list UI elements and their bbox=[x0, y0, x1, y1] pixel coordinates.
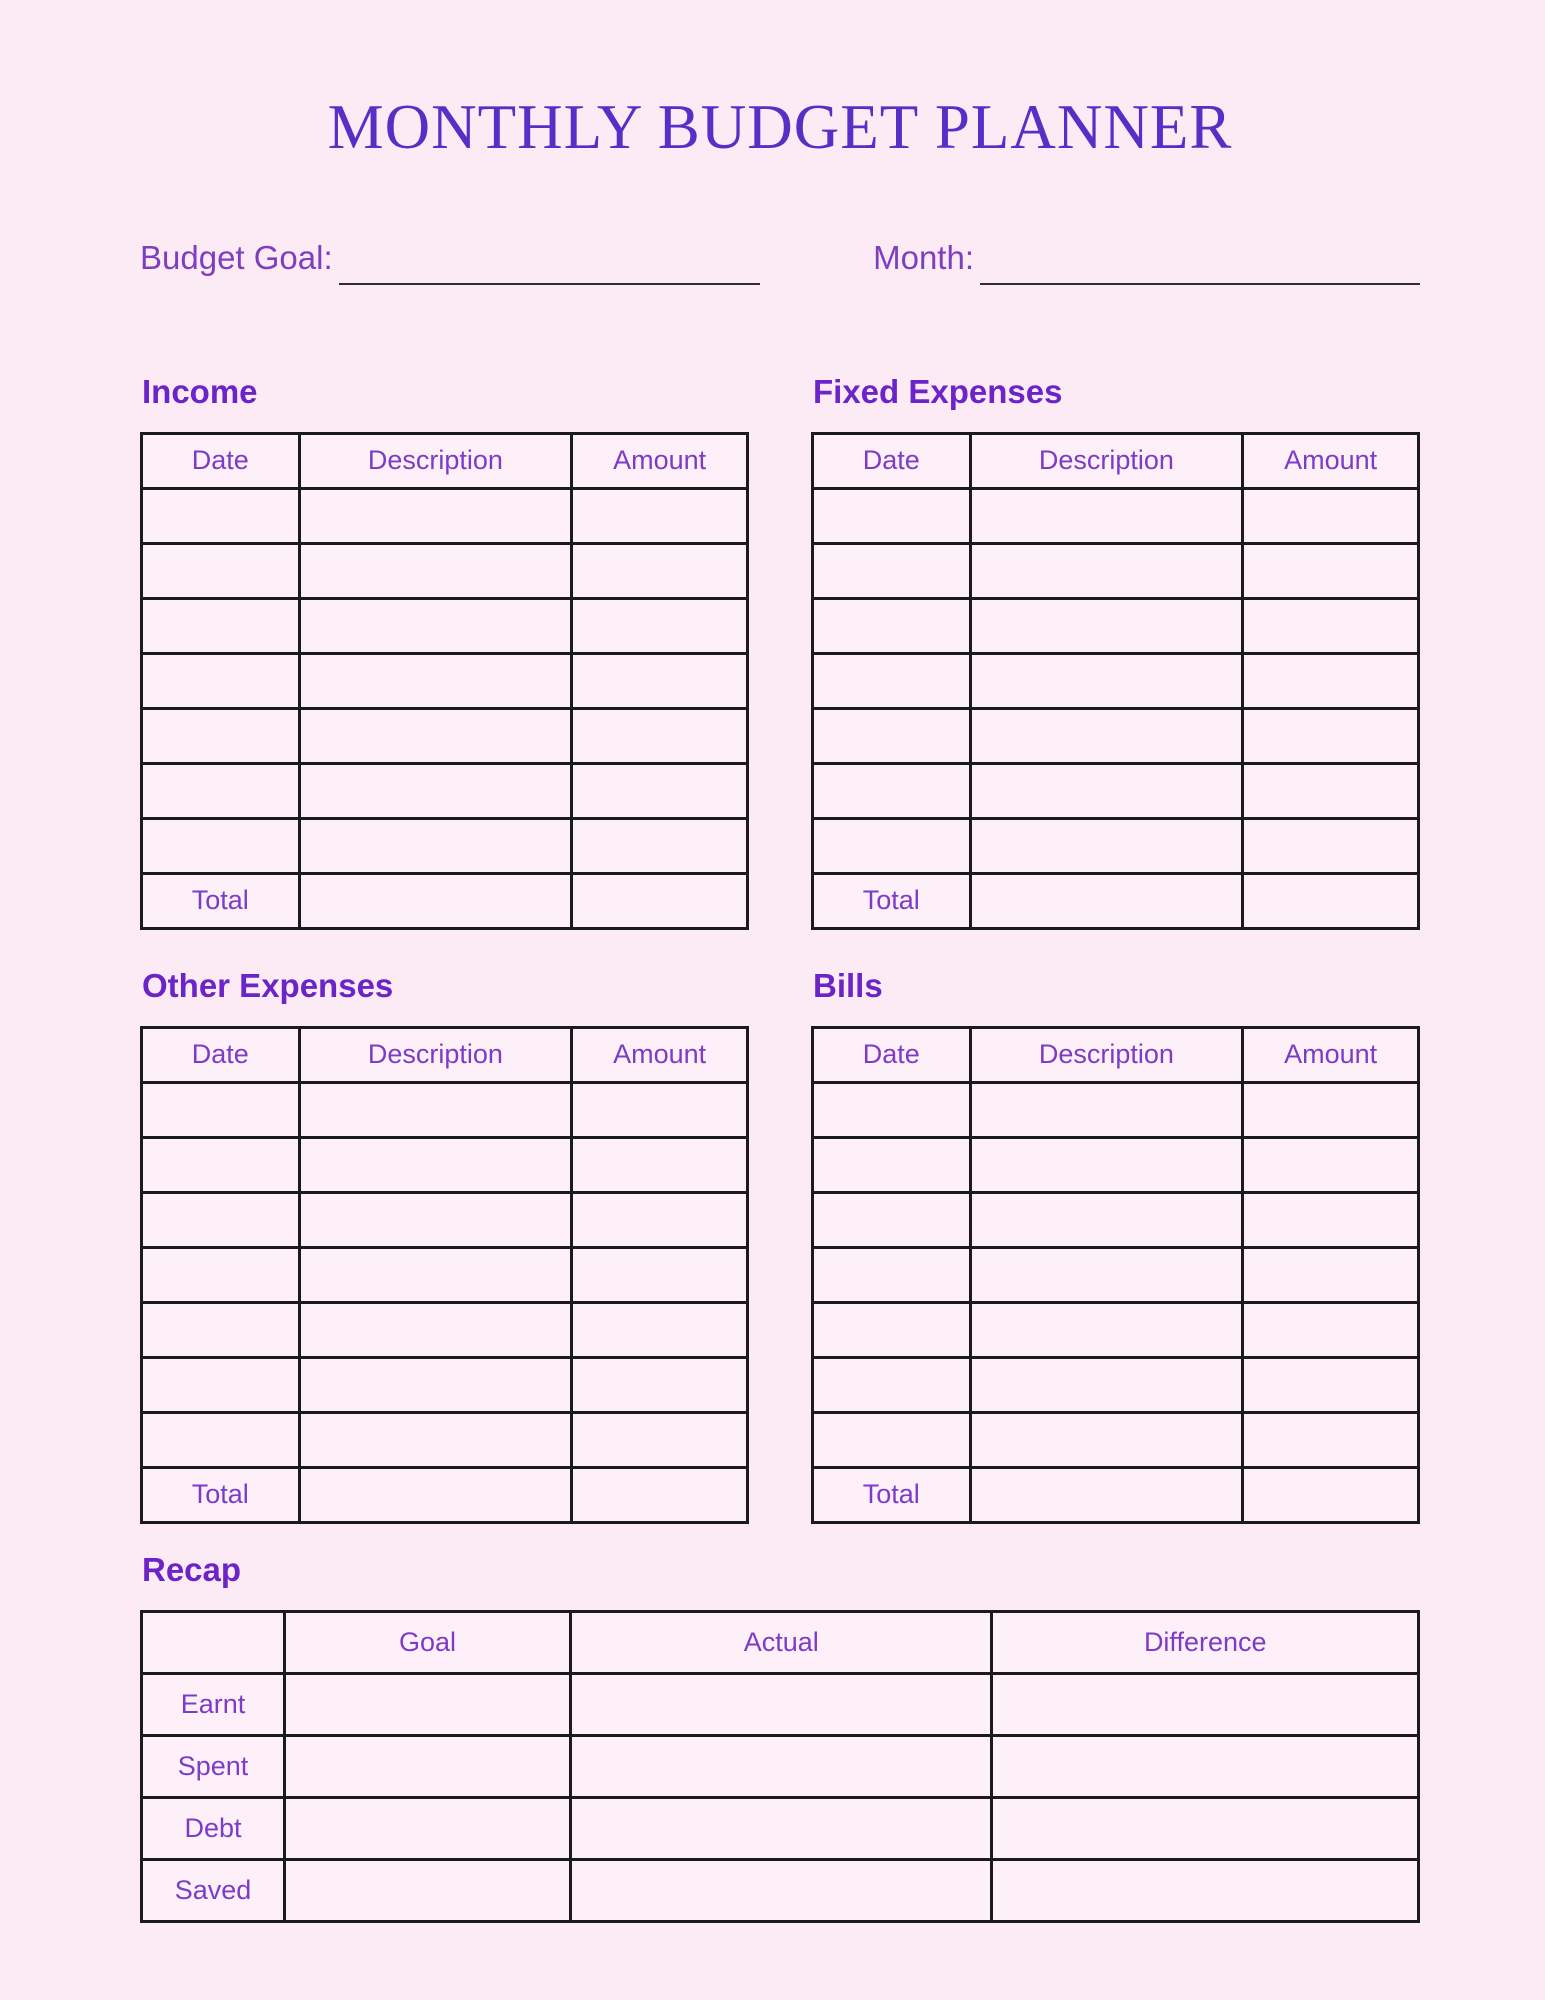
income-empty-cell[interactable] bbox=[572, 653, 748, 708]
income-empty-cell[interactable] bbox=[299, 543, 572, 598]
bills-empty-cell[interactable] bbox=[970, 1082, 1243, 1137]
budget-sections-grid bbox=[140, 372, 1420, 1524]
month-underline[interactable] bbox=[980, 273, 1420, 285]
recap-row-earnt bbox=[142, 1673, 1419, 1735]
bills-row bbox=[813, 1247, 1419, 1302]
other-expenses-empty-cell[interactable] bbox=[142, 1247, 300, 1302]
bills-empty-cell[interactable] bbox=[970, 1137, 1243, 1192]
bills-empty-cell[interactable] bbox=[813, 1412, 971, 1467]
recap-column-header-difference: Difference bbox=[992, 1611, 1419, 1673]
other-expenses-empty-cell[interactable] bbox=[142, 1137, 300, 1192]
other-expenses-empty-cell[interactable] bbox=[572, 1412, 748, 1467]
other-expenses-row bbox=[142, 1302, 748, 1357]
recap-row-label-debt: Debt bbox=[142, 1797, 285, 1859]
bills-column-header-amount: Amount bbox=[1243, 1027, 1419, 1082]
income-row bbox=[142, 598, 748, 653]
fixed-expenses-header-row bbox=[813, 433, 1419, 488]
other-expenses-total-label: Total bbox=[142, 1467, 300, 1522]
bills-empty-cell[interactable] bbox=[970, 1247, 1243, 1302]
fixed-expenses-total-label: Total bbox=[813, 873, 971, 928]
income-column-header-date: Date bbox=[142, 433, 300, 488]
fixed-expenses-empty-cell[interactable] bbox=[970, 488, 1243, 543]
income-column-header-description: Description bbox=[299, 433, 572, 488]
other-expenses-empty-cell[interactable] bbox=[572, 1082, 748, 1137]
other-expenses-column-header-date: Date bbox=[142, 1027, 300, 1082]
other-expenses-empty-cell[interactable] bbox=[572, 1357, 748, 1412]
income-row bbox=[142, 488, 748, 543]
recap-cell-earnt-actual[interactable] bbox=[571, 1673, 992, 1735]
budget-goal-underline[interactable] bbox=[339, 273, 760, 285]
income-empty-cell[interactable] bbox=[142, 598, 300, 653]
recap-cell-spent-difference[interactable] bbox=[992, 1735, 1419, 1797]
recap-table bbox=[140, 1610, 1420, 1923]
fixed-expenses-empty-cell[interactable] bbox=[1243, 598, 1419, 653]
fixed-expenses-empty-cell[interactable] bbox=[813, 543, 971, 598]
income-empty-cell[interactable] bbox=[299, 488, 572, 543]
other-expenses-empty-cell[interactable] bbox=[299, 1192, 572, 1247]
other-expenses-empty-cell[interactable] bbox=[299, 1247, 572, 1302]
recap-cell-earnt-goal[interactable] bbox=[285, 1673, 571, 1735]
fixed-expenses-table bbox=[811, 432, 1420, 930]
other-expenses-empty-cell[interactable] bbox=[142, 1192, 300, 1247]
fixed-expenses-row bbox=[813, 598, 1419, 653]
other-expenses-column-header-description: Description bbox=[299, 1027, 572, 1082]
bills-column-header-date: Date bbox=[813, 1027, 971, 1082]
other-expenses-row bbox=[142, 1192, 748, 1247]
fixed-expenses-total-description-cell[interactable] bbox=[970, 873, 1243, 928]
bills-empty-cell[interactable] bbox=[1243, 1357, 1419, 1412]
income-empty-cell[interactable] bbox=[142, 488, 300, 543]
income-total-description-cell[interactable] bbox=[299, 873, 572, 928]
income-header-row bbox=[142, 433, 748, 488]
fixed-expenses-empty-cell[interactable] bbox=[970, 818, 1243, 873]
other-expenses-table bbox=[140, 1026, 749, 1524]
header-fields-row bbox=[140, 239, 1420, 277]
month-label: Month: bbox=[873, 239, 974, 276]
bills-total-amount-cell[interactable] bbox=[1243, 1467, 1419, 1522]
budget-goal-label: Budget Goal: bbox=[140, 239, 333, 276]
other-expenses-empty-cell[interactable] bbox=[142, 1357, 300, 1412]
fixed-expenses-empty-cell[interactable] bbox=[813, 488, 971, 543]
other-expenses-row bbox=[142, 1082, 748, 1137]
bills-empty-cell[interactable] bbox=[813, 1247, 971, 1302]
fixed-expenses-empty-cell[interactable] bbox=[1243, 763, 1419, 818]
bills-row bbox=[813, 1137, 1419, 1192]
bills-empty-cell[interactable] bbox=[813, 1357, 971, 1412]
income-empty-cell[interactable] bbox=[572, 708, 748, 763]
other-expenses-empty-cell[interactable] bbox=[142, 1082, 300, 1137]
income-empty-cell[interactable] bbox=[572, 598, 748, 653]
section-income bbox=[140, 372, 749, 930]
section-recap bbox=[140, 1550, 1420, 1923]
income-table bbox=[140, 432, 749, 930]
bills-empty-cell[interactable] bbox=[813, 1082, 971, 1137]
bills-row bbox=[813, 1302, 1419, 1357]
other-expenses-empty-cell[interactable] bbox=[572, 1137, 748, 1192]
other-expenses-row bbox=[142, 1357, 748, 1412]
fixed-expenses-empty-cell[interactable] bbox=[813, 763, 971, 818]
other-expenses-row bbox=[142, 1137, 748, 1192]
bills-total-row bbox=[813, 1467, 1419, 1522]
bills-empty-cell[interactable] bbox=[970, 1192, 1243, 1247]
bills-empty-cell[interactable] bbox=[1243, 1082, 1419, 1137]
other-expenses-total-amount-cell[interactable] bbox=[572, 1467, 748, 1522]
income-empty-cell[interactable] bbox=[572, 488, 748, 543]
recap-row-saved bbox=[142, 1859, 1419, 1921]
recap-cell-debt-difference[interactable] bbox=[992, 1797, 1419, 1859]
bills-table bbox=[811, 1026, 1420, 1524]
fixed-expenses-row bbox=[813, 653, 1419, 708]
income-empty-cell[interactable] bbox=[142, 763, 300, 818]
bills-row bbox=[813, 1412, 1419, 1467]
recap-row-label-earnt: Earnt bbox=[142, 1673, 285, 1735]
income-empty-cell[interactable] bbox=[299, 708, 572, 763]
bills-empty-cell[interactable] bbox=[1243, 1192, 1419, 1247]
fixed-expenses-empty-cell[interactable] bbox=[813, 653, 971, 708]
income-empty-cell[interactable] bbox=[142, 818, 300, 873]
bills-total-description-cell[interactable] bbox=[970, 1467, 1243, 1522]
recap-cell-saved-difference[interactable] bbox=[992, 1859, 1419, 1921]
bills-empty-cell[interactable] bbox=[813, 1137, 971, 1192]
fixed-expenses-column-header-date: Date bbox=[813, 433, 971, 488]
fixed-expenses-row bbox=[813, 818, 1419, 873]
recap-row-spent bbox=[142, 1735, 1419, 1797]
other-expenses-empty-cell[interactable] bbox=[299, 1137, 572, 1192]
income-row bbox=[142, 653, 748, 708]
other-expenses-column-header-amount: Amount bbox=[572, 1027, 748, 1082]
other-expenses-total-description-cell[interactable] bbox=[299, 1467, 572, 1522]
fixed-expenses-empty-cell[interactable] bbox=[970, 543, 1243, 598]
fixed-expenses-empty-cell[interactable] bbox=[1243, 653, 1419, 708]
recap-cell-earnt-difference[interactable] bbox=[992, 1673, 1419, 1735]
bills-header-row bbox=[813, 1027, 1419, 1082]
income-heading: Income bbox=[142, 372, 258, 410]
bills-empty-cell[interactable] bbox=[1243, 1302, 1419, 1357]
fixed-expenses-empty-cell[interactable] bbox=[1243, 708, 1419, 763]
recap-row-label-saved: Saved bbox=[142, 1859, 285, 1921]
recap-cell-spent-actual[interactable] bbox=[571, 1735, 992, 1797]
bills-row bbox=[813, 1082, 1419, 1137]
bills-empty-cell[interactable] bbox=[970, 1302, 1243, 1357]
recap-column-header-actual: Actual bbox=[571, 1611, 992, 1673]
section-fixed-expenses bbox=[811, 372, 1420, 930]
fixed-expenses-total-row bbox=[813, 873, 1419, 928]
fixed-expenses-empty-cell[interactable] bbox=[813, 598, 971, 653]
other-expenses-empty-cell[interactable] bbox=[572, 1192, 748, 1247]
fixed-expenses-row bbox=[813, 708, 1419, 763]
bills-empty-cell[interactable] bbox=[970, 1412, 1243, 1467]
other-expenses-row bbox=[142, 1247, 748, 1302]
other-expenses-empty-cell[interactable] bbox=[299, 1302, 572, 1357]
fixed-expenses-empty-cell[interactable] bbox=[970, 598, 1243, 653]
bills-column-header-description: Description bbox=[970, 1027, 1243, 1082]
recap-column-header-goal: Goal bbox=[285, 1611, 571, 1673]
income-total-amount-cell[interactable] bbox=[572, 873, 748, 928]
bills-row bbox=[813, 1357, 1419, 1412]
income-row bbox=[142, 818, 748, 873]
fixed-expenses-empty-cell[interactable] bbox=[1243, 488, 1419, 543]
other-expenses-total-row bbox=[142, 1467, 748, 1522]
income-column-header-amount: Amount bbox=[572, 433, 748, 488]
income-empty-cell[interactable] bbox=[299, 598, 572, 653]
bills-empty-cell[interactable] bbox=[1243, 1137, 1419, 1192]
income-total-row bbox=[142, 873, 748, 928]
other-expenses-header-row bbox=[142, 1027, 748, 1082]
fixed-expenses-empty-cell[interactable] bbox=[970, 653, 1243, 708]
other-expenses-empty-cell[interactable] bbox=[299, 1357, 572, 1412]
fixed-expenses-empty-cell[interactable] bbox=[970, 763, 1243, 818]
other-expenses-row bbox=[142, 1412, 748, 1467]
income-row bbox=[142, 543, 748, 598]
other-expenses-empty-cell[interactable] bbox=[142, 1302, 300, 1357]
fixed-expenses-empty-cell[interactable] bbox=[970, 708, 1243, 763]
budget-goal-field bbox=[140, 239, 760, 277]
income-empty-cell[interactable] bbox=[142, 708, 300, 763]
other-expenses-empty-cell[interactable] bbox=[142, 1412, 300, 1467]
other-expenses-empty-cell[interactable] bbox=[572, 1247, 748, 1302]
recap-column-header-blank bbox=[142, 1611, 285, 1673]
fixed-expenses-empty-cell[interactable] bbox=[1243, 543, 1419, 598]
income-empty-cell[interactable] bbox=[572, 763, 748, 818]
fixed-expenses-empty-cell[interactable] bbox=[813, 708, 971, 763]
other-expenses-empty-cell[interactable] bbox=[299, 1082, 572, 1137]
fixed-expenses-total-amount-cell[interactable] bbox=[1243, 873, 1419, 928]
bills-empty-cell[interactable] bbox=[970, 1357, 1243, 1412]
recap-cell-debt-actual[interactable] bbox=[571, 1797, 992, 1859]
other-expenses-empty-cell[interactable] bbox=[299, 1412, 572, 1467]
recap-row-debt bbox=[142, 1797, 1419, 1859]
income-empty-cell[interactable] bbox=[299, 818, 572, 873]
income-empty-cell[interactable] bbox=[572, 818, 748, 873]
income-empty-cell[interactable] bbox=[142, 543, 300, 598]
bills-empty-cell[interactable] bbox=[1243, 1247, 1419, 1302]
page-title: MONTHLY BUDGET PLANNER bbox=[327, 92, 1233, 162]
section-other-expenses bbox=[140, 966, 749, 1524]
fixed-expenses-row bbox=[813, 488, 1419, 543]
fixed-expenses-empty-cell[interactable] bbox=[813, 818, 971, 873]
recap-cell-saved-actual[interactable] bbox=[571, 1859, 992, 1921]
fixed-expenses-empty-cell[interactable] bbox=[1243, 818, 1419, 873]
income-empty-cell[interactable] bbox=[142, 653, 300, 708]
bills-empty-cell[interactable] bbox=[1243, 1412, 1419, 1467]
income-empty-cell[interactable] bbox=[299, 763, 572, 818]
income-empty-cell[interactable] bbox=[299, 653, 572, 708]
month-field bbox=[873, 239, 1420, 277]
section-bills bbox=[811, 966, 1420, 1524]
income-total-label: Total bbox=[142, 873, 300, 928]
recap-heading: Recap bbox=[142, 1550, 242, 1588]
fixed-expenses-heading: Fixed Expenses bbox=[813, 372, 1063, 410]
fixed-expenses-row bbox=[813, 763, 1419, 818]
recap-row-label-spent: Spent bbox=[142, 1735, 285, 1797]
fixed-expenses-column-header-description: Description bbox=[970, 433, 1243, 488]
bills-heading: Bills bbox=[813, 966, 883, 1004]
other-expenses-heading: Other Expenses bbox=[142, 966, 394, 1004]
bills-empty-cell[interactable] bbox=[813, 1192, 971, 1247]
fixed-expenses-column-header-amount: Amount bbox=[1243, 433, 1419, 488]
recap-cell-debt-goal[interactable] bbox=[285, 1797, 571, 1859]
recap-cell-saved-goal[interactable] bbox=[285, 1859, 571, 1921]
income-empty-cell[interactable] bbox=[572, 543, 748, 598]
bills-row bbox=[813, 1192, 1419, 1247]
recap-cell-spent-goal[interactable] bbox=[285, 1735, 571, 1797]
fixed-expenses-row bbox=[813, 543, 1419, 598]
income-row bbox=[142, 763, 748, 818]
recap-header-row bbox=[142, 1611, 1419, 1673]
bills-empty-cell[interactable] bbox=[813, 1302, 971, 1357]
bills-total-label: Total bbox=[813, 1467, 971, 1522]
income-row bbox=[142, 708, 748, 763]
other-expenses-empty-cell[interactable] bbox=[572, 1302, 748, 1357]
